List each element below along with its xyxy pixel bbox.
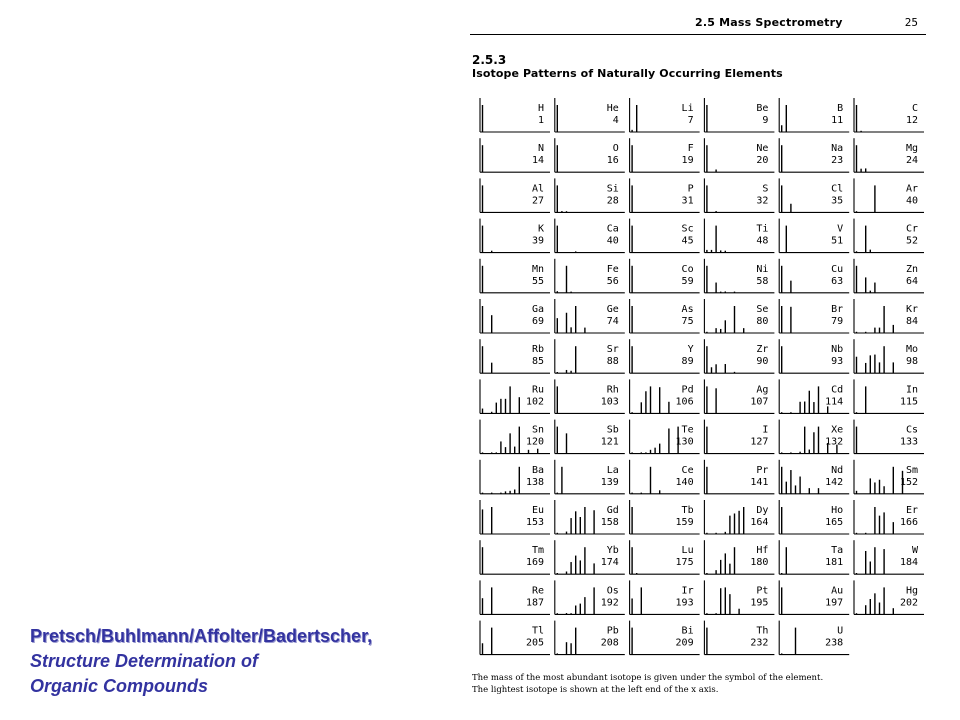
element-symbol: Nb xyxy=(831,344,844,356)
element-mass: 79 xyxy=(831,316,844,327)
isotope-pattern-grid xyxy=(468,8,930,668)
credit-title-line2: Organic Compounds xyxy=(30,676,209,696)
isotope-cell-tb xyxy=(630,500,700,534)
element-mass: 202 xyxy=(899,597,918,609)
isotope-cell-hf xyxy=(704,540,774,574)
element-mass: 114 xyxy=(825,396,844,408)
element-mass: 52 xyxy=(905,235,918,247)
element-mass: 64 xyxy=(905,275,918,287)
isotope-cell-as xyxy=(630,299,700,333)
element-mass: 139 xyxy=(600,476,619,488)
isotope-cell-ag xyxy=(704,379,774,413)
element-mass: 165 xyxy=(825,517,844,528)
book-page-scan xyxy=(468,8,930,710)
element-mass: 31 xyxy=(681,195,694,207)
element-symbol: K xyxy=(537,223,544,235)
element-mass: 169 xyxy=(525,557,544,569)
isotope-cell-pb xyxy=(555,621,625,655)
footnote xyxy=(472,672,823,696)
isotope-cell-br xyxy=(779,299,849,333)
element-mass: 55 xyxy=(531,275,544,287)
element-mass: 69 xyxy=(531,316,544,327)
isotope-cell-se xyxy=(704,299,774,333)
isotope-cell-gd xyxy=(555,500,625,534)
element-symbol: Zr xyxy=(756,344,769,356)
isotope-cell-cl xyxy=(779,178,849,212)
element-symbol: I xyxy=(762,424,769,436)
element-symbol: Li xyxy=(681,103,694,114)
isotope-cell-sr xyxy=(555,339,625,373)
isotope-cell-bi xyxy=(630,621,700,655)
element-mass: 7 xyxy=(687,115,694,126)
isotope-cell-nd xyxy=(779,460,849,494)
element-symbol: La xyxy=(606,464,619,476)
element-symbol: Y xyxy=(687,344,694,356)
isotope-cell-sc xyxy=(630,219,700,253)
isotope-cell-eu xyxy=(480,500,550,534)
isotope-cell-w xyxy=(854,540,924,574)
element-mass: 153 xyxy=(525,517,544,528)
isotope-cell-tl xyxy=(480,621,550,655)
element-mass: 103 xyxy=(600,396,619,408)
element-symbol: V xyxy=(837,223,844,235)
element-mass: 40 xyxy=(606,235,619,247)
isotope-cell-hg xyxy=(854,580,924,614)
isotope-cell-zr xyxy=(704,339,774,373)
element-mass: 159 xyxy=(675,517,694,528)
element-mass: 11 xyxy=(831,115,844,126)
isotope-cell-rb xyxy=(480,339,550,373)
isotope-cell-kr xyxy=(854,299,924,333)
isotope-cell-pr xyxy=(704,460,774,494)
element-symbol: Br xyxy=(831,304,844,315)
element-symbol: Pb xyxy=(606,625,619,637)
element-symbol: Sr xyxy=(606,344,619,356)
isotope-cell-ce xyxy=(630,460,700,494)
isotope-cell-dy xyxy=(704,500,774,534)
isotope-cell-ni xyxy=(704,259,774,293)
element-symbol: Ba xyxy=(531,464,544,476)
element-symbol: Lu xyxy=(681,545,694,557)
element-symbol: Tm xyxy=(531,545,544,557)
element-symbol: Ga xyxy=(531,304,544,315)
isotope-cell-nb xyxy=(779,339,849,373)
element-mass: 23 xyxy=(831,155,844,167)
isotope-cell-sn xyxy=(480,420,550,454)
element-mass: 115 xyxy=(899,396,918,408)
section-number: 2.5.3 xyxy=(472,53,507,67)
element-symbol: Cl xyxy=(831,183,844,195)
element-mass: 75 xyxy=(681,316,694,327)
element-mass: 195 xyxy=(750,597,769,609)
element-symbol: Ca xyxy=(606,223,619,235)
element-symbol: Al xyxy=(531,183,544,195)
element-mass: 48 xyxy=(756,235,769,247)
isotope-cell-fe xyxy=(555,259,625,293)
isotope-cell-cs xyxy=(854,420,924,454)
isotope-cell-ru xyxy=(480,379,550,413)
isotope-cell-na xyxy=(779,138,849,172)
element-mass: 74 xyxy=(606,316,619,327)
element-symbol: Rb xyxy=(531,344,544,356)
element-mass: 130 xyxy=(675,436,694,448)
element-symbol: He xyxy=(606,103,619,114)
element-mass: 39 xyxy=(531,235,544,247)
element-symbol: H xyxy=(537,103,544,114)
isotope-cell-y xyxy=(630,339,700,373)
element-symbol: Er xyxy=(905,505,918,516)
element-mass: 175 xyxy=(675,557,694,569)
element-mass: 16 xyxy=(606,155,619,167)
isotope-cell-mg xyxy=(854,138,924,172)
element-mass: 90 xyxy=(756,356,769,368)
element-symbol: Zn xyxy=(905,263,918,275)
element-symbol: Tl xyxy=(531,625,544,637)
element-symbol: Ru xyxy=(531,384,544,396)
footnote-line2: The lightest isotope is shown at the left end of the x axis. xyxy=(472,685,719,695)
isotope-cell-ti xyxy=(704,219,774,253)
element-mass: 20 xyxy=(756,155,769,167)
element-symbol: Ta xyxy=(831,545,844,557)
isotope-cell-sb xyxy=(555,420,625,454)
element-symbol: In xyxy=(905,384,918,396)
element-mass: 80 xyxy=(756,316,769,327)
element-mass: 120 xyxy=(525,436,544,448)
element-mass: 24 xyxy=(905,155,918,167)
element-mass: 192 xyxy=(600,597,619,609)
element-symbol: Ne xyxy=(756,143,769,155)
element-mass: 98 xyxy=(905,356,918,368)
element-mass: 193 xyxy=(675,597,694,609)
element-mass: 181 xyxy=(825,557,844,569)
isotope-cell-mo xyxy=(854,339,924,373)
element-symbol: Cr xyxy=(905,223,918,235)
isotope-cell-c xyxy=(854,98,924,132)
element-symbol: Dy xyxy=(756,505,769,516)
element-mass: 127 xyxy=(750,436,769,448)
element-mass: 107 xyxy=(750,396,769,408)
isotope-cell-h xyxy=(480,98,550,132)
isotope-cell-os xyxy=(555,580,625,614)
element-symbol: Yb xyxy=(606,545,619,557)
element-symbol: Be xyxy=(756,103,769,114)
element-symbol: Cs xyxy=(905,424,918,436)
element-symbol: Se xyxy=(756,304,769,315)
element-symbol: Th xyxy=(756,625,769,637)
header-page-number: 25 xyxy=(904,16,918,29)
element-mass: 4 xyxy=(612,115,619,126)
element-mass: 166 xyxy=(899,517,918,528)
isotope-cell-ir xyxy=(630,580,700,614)
isotope-cell-la xyxy=(555,460,625,494)
element-symbol: Pt xyxy=(756,585,769,597)
isotope-cell-ca xyxy=(555,219,625,253)
footnote-line1: The mass of the most abundant isotope is given under the symbol of the element. xyxy=(472,673,824,683)
element-symbol: Tb xyxy=(681,505,694,516)
element-symbol: C xyxy=(911,103,918,114)
element-symbol: Sn xyxy=(531,424,544,436)
element-symbol: Hf xyxy=(756,545,769,557)
element-symbol: Au xyxy=(831,585,844,597)
isotope-cell-li xyxy=(630,98,700,132)
element-mass: 208 xyxy=(600,637,619,649)
isotope-cell-cr xyxy=(854,219,924,253)
element-mass: 59 xyxy=(681,275,694,287)
element-symbol: Cu xyxy=(831,263,844,275)
isotope-cell-mn xyxy=(480,259,550,293)
isotope-cell-s xyxy=(704,178,774,212)
isotope-cell-er xyxy=(854,500,924,534)
isotope-cell-pt xyxy=(704,580,774,614)
isotope-cell-be xyxy=(704,98,774,132)
element-mass: 209 xyxy=(675,637,694,649)
element-mass: 93 xyxy=(831,356,844,368)
element-symbol: Ag xyxy=(756,384,769,396)
element-mass: 85 xyxy=(531,356,544,368)
isotope-cell-o xyxy=(555,138,625,172)
element-symbol: N xyxy=(537,143,544,155)
element-symbol: Gd xyxy=(606,505,619,516)
element-symbol: Pr xyxy=(756,464,769,476)
element-symbol: Sc xyxy=(681,223,694,235)
element-mass: 32 xyxy=(756,195,769,207)
element-mass: 180 xyxy=(750,557,769,569)
isotope-cell-cu xyxy=(779,259,849,293)
isotope-cell-ar xyxy=(854,178,924,212)
element-symbol: Te xyxy=(681,424,694,436)
element-symbol: Ti xyxy=(756,223,769,235)
isotope-cell-th xyxy=(704,621,774,655)
element-mass: 106 xyxy=(675,396,694,408)
isotope-cell-f xyxy=(630,138,700,172)
element-symbol: O xyxy=(612,143,619,155)
element-symbol: Bi xyxy=(681,625,694,637)
isotope-cell-ga xyxy=(480,299,550,333)
isotope-cell-xe xyxy=(779,420,849,454)
element-symbol: B xyxy=(837,103,844,114)
isotope-cell-v xyxy=(779,219,849,253)
element-mass: 121 xyxy=(600,436,619,448)
element-mass: 51 xyxy=(831,235,844,247)
isotope-cell-rh xyxy=(555,379,625,413)
isotope-cell-au xyxy=(779,580,849,614)
element-mass: 158 xyxy=(600,517,619,528)
element-symbol: Cd xyxy=(831,384,844,396)
element-mass: 12 xyxy=(905,115,918,126)
element-symbol: S xyxy=(762,183,769,195)
element-symbol: Si xyxy=(606,183,619,195)
isotope-cell-te xyxy=(630,420,700,454)
element-mass: 187 xyxy=(525,597,544,609)
element-symbol: Mg xyxy=(905,143,918,155)
element-mass: 1 xyxy=(537,115,544,126)
element-mass: 197 xyxy=(825,597,844,609)
element-mass: 63 xyxy=(831,275,844,287)
element-symbol: U xyxy=(837,625,844,637)
isotope-cell-re xyxy=(480,580,550,614)
credit-title-line1: Structure Determination of xyxy=(30,651,259,671)
element-mass: 45 xyxy=(681,235,694,247)
element-mass: 205 xyxy=(525,637,544,649)
isotope-cell-al xyxy=(480,178,550,212)
element-symbol: Ce xyxy=(681,464,694,476)
element-mass: 238 xyxy=(825,637,844,649)
isotope-cell-k xyxy=(480,219,550,253)
element-mass: 89 xyxy=(681,356,694,368)
element-symbol: As xyxy=(681,304,694,315)
isotope-cell-ta xyxy=(779,540,849,574)
isotope-cell-ba xyxy=(480,460,550,494)
element-symbol: W xyxy=(911,545,918,557)
isotope-cell-zn xyxy=(854,259,924,293)
element-mass: 27 xyxy=(531,195,544,207)
element-mass: 132 xyxy=(825,436,844,448)
element-mass: 138 xyxy=(525,476,544,488)
element-symbol: F xyxy=(687,143,694,155)
isotope-cell-yb xyxy=(555,540,625,574)
element-symbol: Ni xyxy=(756,263,769,275)
element-symbol: Ho xyxy=(831,505,844,516)
element-mass: 84 xyxy=(905,316,918,327)
isotope-cell-cd xyxy=(779,379,849,413)
isotope-cell-co xyxy=(630,259,700,293)
element-symbol: P xyxy=(687,183,694,195)
element-symbol: Sb xyxy=(606,424,619,436)
element-symbol: Nd xyxy=(831,464,844,476)
element-symbol: Pd xyxy=(681,384,694,396)
element-mass: 14 xyxy=(531,155,544,167)
element-symbol: Xe xyxy=(831,424,844,436)
isotope-cell-i xyxy=(704,420,774,454)
isotope-cell-ho xyxy=(779,500,849,534)
credit-authors: Pretsch/Buhlmann/Affolter/Badertscher, xyxy=(30,626,373,646)
element-mass: 174 xyxy=(600,557,619,569)
isotope-cell-sm xyxy=(854,460,924,494)
element-mass: 9 xyxy=(762,115,769,126)
element-mass: 133 xyxy=(899,436,918,448)
isotope-cell-n xyxy=(480,138,550,172)
element-symbol: Re xyxy=(531,585,544,597)
isotope-cell-p xyxy=(630,178,700,212)
element-symbol: Mn xyxy=(531,263,544,275)
element-symbol: Co xyxy=(681,263,694,275)
element-mass: 184 xyxy=(899,557,918,569)
element-symbol: Na xyxy=(831,143,844,155)
element-mass: 141 xyxy=(750,476,769,488)
isotope-cell-u xyxy=(779,621,849,655)
element-symbol: Ir xyxy=(681,585,694,597)
element-mass: 164 xyxy=(750,517,769,528)
element-mass: 152 xyxy=(899,476,918,488)
element-mass: 40 xyxy=(905,195,918,207)
element-symbol: Os xyxy=(606,585,619,597)
element-mass: 35 xyxy=(831,195,844,207)
element-mass: 56 xyxy=(606,275,619,287)
citation-credit xyxy=(30,624,372,699)
element-mass: 142 xyxy=(825,476,844,488)
element-symbol: Mo xyxy=(905,344,918,356)
section-title: Isotope Patterns of Naturally Occurring Elements xyxy=(472,67,783,80)
element-symbol: Ge xyxy=(606,304,619,315)
isotope-cell-lu xyxy=(630,540,700,574)
element-symbol: Eu xyxy=(531,505,544,516)
isotope-cell-pd xyxy=(630,379,700,413)
isotope-cell-in xyxy=(854,379,924,413)
element-mass: 88 xyxy=(606,356,619,368)
element-symbol: Fe xyxy=(606,263,619,275)
element-mass: 28 xyxy=(606,195,619,207)
isotope-cell-he xyxy=(555,98,625,132)
isotope-cell-ge xyxy=(555,299,625,333)
element-mass: 232 xyxy=(750,637,769,649)
isotope-cell-b xyxy=(779,98,849,132)
element-mass: 140 xyxy=(675,476,694,488)
isotope-cell-si xyxy=(555,178,625,212)
element-symbol: Hg xyxy=(905,585,918,597)
isotope-cell-tm xyxy=(480,540,550,574)
element-mass: 19 xyxy=(681,155,694,167)
element-symbol: Sm xyxy=(905,464,918,476)
header-title: 2.5 Mass Spectrometry xyxy=(695,16,843,29)
element-symbol: Rh xyxy=(606,384,619,396)
element-mass: 58 xyxy=(756,275,769,287)
element-symbol: Kr xyxy=(905,304,918,315)
isotope-cell-ne xyxy=(704,138,774,172)
element-mass: 102 xyxy=(525,396,544,408)
element-symbol: Ar xyxy=(905,183,918,195)
